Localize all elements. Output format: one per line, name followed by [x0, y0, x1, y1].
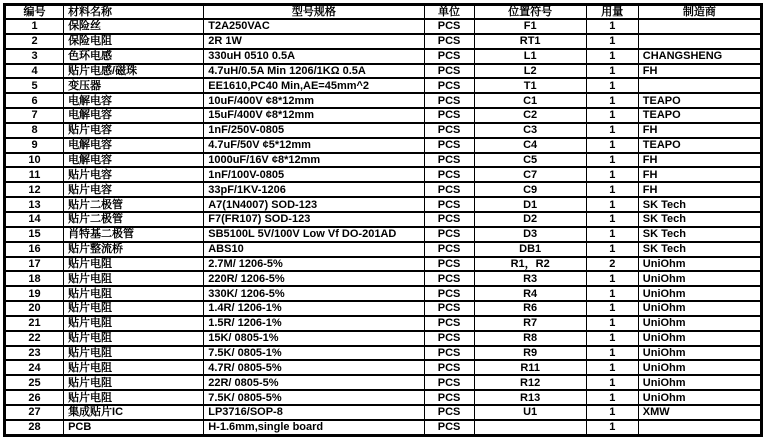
- cell-unit: PCS: [424, 78, 474, 93]
- cell-unit: PCS: [424, 375, 474, 390]
- cell-name: 贴片电阻: [64, 271, 204, 286]
- cell-id: 20: [5, 301, 64, 316]
- cell-unit: PCS: [424, 182, 474, 197]
- cell-mfr: SK Tech: [638, 242, 761, 257]
- cell-name: 变压器: [64, 78, 204, 93]
- table-row: [5, 182, 762, 197]
- cell-id: 14: [5, 212, 64, 227]
- cell-qty: 1: [586, 212, 638, 227]
- cell-mfr: UniOhm: [638, 375, 761, 390]
- cell-id: 6: [5, 93, 64, 108]
- cell-name: 集成贴片IC: [64, 405, 204, 420]
- cell-qty: 1: [586, 182, 638, 197]
- cell-id: 15: [5, 227, 64, 242]
- cell-unit: PCS: [424, 19, 474, 34]
- column-header-name: 材料名称: [64, 5, 204, 20]
- table-row: [5, 271, 762, 286]
- cell-spec: 15uF/400V ¢8*12mm: [204, 108, 424, 123]
- cell-qty: 1: [586, 227, 638, 242]
- cell-name: 贴片电阻: [64, 301, 204, 316]
- cell-spec: 7.5K/ 0805-5%: [204, 390, 424, 405]
- cell-ref: R11: [474, 360, 586, 375]
- cell-mfr: TEAPO: [638, 138, 761, 153]
- cell-unit: PCS: [424, 93, 474, 108]
- cell-id: 18: [5, 271, 64, 286]
- cell-qty: 1: [586, 19, 638, 34]
- cell-mfr: [638, 420, 761, 436]
- cell-qty: 1: [586, 375, 638, 390]
- table-row: [5, 64, 762, 79]
- cell-unit: PCS: [424, 271, 474, 286]
- cell-ref: D3: [474, 227, 586, 242]
- cell-mfr: UniOhm: [638, 286, 761, 301]
- cell-mfr: FH: [638, 153, 761, 168]
- cell-mfr: TEAPO: [638, 108, 761, 123]
- cell-qty: 1: [586, 108, 638, 123]
- cell-qty: 1: [586, 93, 638, 108]
- cell-name: 贴片电容: [64, 167, 204, 182]
- cell-ref: R8: [474, 331, 586, 346]
- bom-table-container: [3, 3, 763, 437]
- cell-spec: EE1610,PC40 Min,AE=45mm^2: [204, 78, 424, 93]
- cell-id: 9: [5, 138, 64, 153]
- cell-ref: R9: [474, 346, 586, 361]
- cell-id: 26: [5, 390, 64, 405]
- cell-name: 贴片电感/磁珠: [64, 64, 204, 79]
- table-row: [5, 375, 762, 390]
- cell-qty: 1: [586, 64, 638, 79]
- cell-qty: 1: [586, 331, 638, 346]
- column-header-spec: 型号规格: [204, 5, 424, 20]
- table-row: [5, 78, 762, 93]
- cell-ref: U1: [474, 405, 586, 420]
- table-row: [5, 49, 762, 64]
- cell-ref: C5: [474, 153, 586, 168]
- cell-spec: T2A250VAC: [204, 19, 424, 34]
- cell-qty: 1: [586, 316, 638, 331]
- cell-ref: DB1: [474, 242, 586, 257]
- cell-unit: PCS: [424, 242, 474, 257]
- cell-unit: PCS: [424, 420, 474, 436]
- cell-name: PCB: [64, 420, 204, 436]
- cell-spec: ABS10: [204, 242, 424, 257]
- cell-name: 电解电容: [64, 93, 204, 108]
- cell-qty: 1: [586, 405, 638, 420]
- cell-unit: PCS: [424, 167, 474, 182]
- cell-mfr: TEAPO: [638, 93, 761, 108]
- cell-qty: 1: [586, 153, 638, 168]
- table-row: [5, 360, 762, 375]
- cell-unit: PCS: [424, 316, 474, 331]
- cell-name: 贴片整流桥: [64, 242, 204, 257]
- cell-ref: C7: [474, 167, 586, 182]
- cell-ref: R12: [474, 375, 586, 390]
- cell-mfr: [638, 78, 761, 93]
- cell-mfr: CHANGSHENG: [638, 49, 761, 64]
- cell-name: 电解电容: [64, 138, 204, 153]
- cell-qty: 1: [586, 242, 638, 257]
- cell-qty: 1: [586, 197, 638, 212]
- cell-id: 10: [5, 153, 64, 168]
- cell-spec: 10uF/400V ¢8*12mm: [204, 93, 424, 108]
- cell-ref: D2: [474, 212, 586, 227]
- cell-mfr: SK Tech: [638, 212, 761, 227]
- cell-ref: R3: [474, 271, 586, 286]
- cell-name: 贴片电阻: [64, 331, 204, 346]
- cell-spec: 4.7R/ 0805-5%: [204, 360, 424, 375]
- table-header: [5, 5, 762, 20]
- table-row: [5, 153, 762, 168]
- cell-ref: RT1: [474, 34, 586, 49]
- table-row: [5, 316, 762, 331]
- cell-id: 4: [5, 64, 64, 79]
- column-header-unit: 单位: [424, 5, 474, 20]
- cell-mfr: [638, 19, 761, 34]
- cell-mfr: UniOhm: [638, 257, 761, 272]
- cell-qty: 1: [586, 167, 638, 182]
- cell-spec: 4.7uH/0.5A Min 1206/1KΩ 0.5A: [204, 64, 424, 79]
- cell-spec: A7(1N4007) SOD-123: [204, 197, 424, 212]
- cell-ref: C1: [474, 93, 586, 108]
- cell-unit: PCS: [424, 123, 474, 138]
- cell-mfr: FH: [638, 64, 761, 79]
- cell-id: 28: [5, 420, 64, 436]
- cell-id: 1: [5, 19, 64, 34]
- cell-mfr: UniOhm: [638, 346, 761, 361]
- cell-mfr: UniOhm: [638, 301, 761, 316]
- table-row: [5, 212, 762, 227]
- cell-spec: 1nF/250V-0805: [204, 123, 424, 138]
- cell-spec: 2R 1W: [204, 34, 424, 49]
- cell-qty: 1: [586, 346, 638, 361]
- cell-ref: [474, 420, 586, 436]
- cell-mfr: XMW: [638, 405, 761, 420]
- table-row: [5, 257, 762, 272]
- cell-id: 27: [5, 405, 64, 420]
- bom-table: [3, 3, 763, 437]
- cell-id: 23: [5, 346, 64, 361]
- cell-name: 贴片二极管: [64, 197, 204, 212]
- cell-name: 保险电阻: [64, 34, 204, 49]
- cell-unit: PCS: [424, 197, 474, 212]
- cell-mfr: UniOhm: [638, 360, 761, 375]
- table-row: [5, 390, 762, 405]
- cell-name: 贴片电阻: [64, 257, 204, 272]
- cell-mfr: SK Tech: [638, 197, 761, 212]
- cell-ref: C9: [474, 182, 586, 197]
- cell-unit: PCS: [424, 138, 474, 153]
- cell-ref: L2: [474, 64, 586, 79]
- cell-name: 肖特基二极管: [64, 227, 204, 242]
- table-row: [5, 93, 762, 108]
- cell-name: 贴片电容: [64, 123, 204, 138]
- cell-qty: 1: [586, 301, 638, 316]
- column-header-mfr: 制造商: [638, 5, 761, 20]
- cell-spec: 330K/ 1206-5%: [204, 286, 424, 301]
- cell-ref: R4: [474, 286, 586, 301]
- table-row: [5, 346, 762, 361]
- cell-unit: PCS: [424, 49, 474, 64]
- cell-spec: 15K/ 0805-1%: [204, 331, 424, 346]
- cell-unit: PCS: [424, 34, 474, 49]
- cell-name: 贴片电容: [64, 182, 204, 197]
- cell-spec: 4.7uF/50V ¢5*12mm: [204, 138, 424, 153]
- cell-spec: F7(FR107) SOD-123: [204, 212, 424, 227]
- cell-mfr: FH: [638, 123, 761, 138]
- cell-id: 13: [5, 197, 64, 212]
- cell-unit: PCS: [424, 108, 474, 123]
- cell-name: 贴片二极管: [64, 212, 204, 227]
- header-row: [5, 5, 762, 20]
- cell-spec: LP3716/SOP-8: [204, 405, 424, 420]
- cell-id: 21: [5, 316, 64, 331]
- cell-qty: 1: [586, 360, 638, 375]
- cell-ref: R1，R2: [474, 257, 586, 272]
- cell-unit: PCS: [424, 331, 474, 346]
- cell-id: 16: [5, 242, 64, 257]
- cell-id: 11: [5, 167, 64, 182]
- table-row: [5, 301, 762, 316]
- cell-id: 7: [5, 108, 64, 123]
- column-header-qty: 用量: [586, 5, 638, 20]
- cell-name: 电解电容: [64, 108, 204, 123]
- cell-spec: H-1.6mm,single board: [204, 420, 424, 436]
- cell-spec: 220R/ 1206-5%: [204, 271, 424, 286]
- cell-qty: 2: [586, 257, 638, 272]
- cell-ref: D1: [474, 197, 586, 212]
- cell-qty: 1: [586, 34, 638, 49]
- cell-name: 色环电感: [64, 49, 204, 64]
- cell-mfr: [638, 34, 761, 49]
- cell-mfr: FH: [638, 182, 761, 197]
- cell-mfr: FH: [638, 167, 761, 182]
- table-row: [5, 123, 762, 138]
- cell-id: 22: [5, 331, 64, 346]
- cell-id: 24: [5, 360, 64, 375]
- cell-ref: T1: [474, 78, 586, 93]
- cell-ref: R13: [474, 390, 586, 405]
- cell-ref: R6: [474, 301, 586, 316]
- cell-id: 2: [5, 34, 64, 49]
- cell-name: 电解电容: [64, 153, 204, 168]
- table-row: [5, 420, 762, 436]
- cell-mfr: UniOhm: [638, 331, 761, 346]
- cell-id: 17: [5, 257, 64, 272]
- cell-spec: 1.5R/ 1206-1%: [204, 316, 424, 331]
- cell-id: 25: [5, 375, 64, 390]
- cell-ref: R7: [474, 316, 586, 331]
- cell-mfr: UniOhm: [638, 271, 761, 286]
- cell-unit: PCS: [424, 227, 474, 242]
- cell-spec: 330uH 0510 0.5A: [204, 49, 424, 64]
- cell-ref: C3: [474, 123, 586, 138]
- cell-spec: 7.5K/ 0805-1%: [204, 346, 424, 361]
- cell-qty: 1: [586, 286, 638, 301]
- cell-unit: PCS: [424, 257, 474, 272]
- table-row: [5, 108, 762, 123]
- cell-name: 贴片电阻: [64, 346, 204, 361]
- column-header-id: 编号: [5, 5, 64, 20]
- table-row: [5, 197, 762, 212]
- column-header-ref: 位置符号: [474, 5, 586, 20]
- cell-name: 贴片电阻: [64, 360, 204, 375]
- cell-ref: L1: [474, 49, 586, 64]
- table-row: [5, 34, 762, 49]
- cell-spec: 22R/ 0805-5%: [204, 375, 424, 390]
- table-row: [5, 242, 762, 257]
- table-row: [5, 286, 762, 301]
- table-row: [5, 19, 762, 34]
- cell-ref: F1: [474, 19, 586, 34]
- cell-unit: PCS: [424, 360, 474, 375]
- cell-spec: 2.7M/ 1206-5%: [204, 257, 424, 272]
- table-row: [5, 167, 762, 182]
- cell-qty: 1: [586, 390, 638, 405]
- cell-name: 贴片电阻: [64, 375, 204, 390]
- cell-ref: C4: [474, 138, 586, 153]
- cell-qty: 1: [586, 78, 638, 93]
- cell-unit: PCS: [424, 286, 474, 301]
- cell-unit: PCS: [424, 301, 474, 316]
- cell-qty: 1: [586, 49, 638, 64]
- cell-spec: 1.4R/ 1206-1%: [204, 301, 424, 316]
- cell-name: 贴片电阻: [64, 286, 204, 301]
- cell-id: 12: [5, 182, 64, 197]
- cell-qty: 1: [586, 138, 638, 153]
- cell-id: 8: [5, 123, 64, 138]
- cell-id: 3: [5, 49, 64, 64]
- table-row: [5, 138, 762, 153]
- table-row: [5, 331, 762, 346]
- cell-ref: C2: [474, 108, 586, 123]
- cell-name: 贴片电阻: [64, 316, 204, 331]
- cell-mfr: SK Tech: [638, 227, 761, 242]
- cell-mfr: UniOhm: [638, 390, 761, 405]
- cell-id: 5: [5, 78, 64, 93]
- cell-spec: SB5100L 5V/100V Low Vf DO-201AD: [204, 227, 424, 242]
- cell-qty: 1: [586, 123, 638, 138]
- table-row: [5, 227, 762, 242]
- cell-name: 贴片电阻: [64, 390, 204, 405]
- cell-name: 保险丝: [64, 19, 204, 34]
- cell-unit: PCS: [424, 405, 474, 420]
- cell-spec: 1nF/100V-0805: [204, 167, 424, 182]
- cell-unit: PCS: [424, 64, 474, 79]
- cell-unit: PCS: [424, 153, 474, 168]
- cell-spec: 1000uF/16V ¢8*12mm: [204, 153, 424, 168]
- cell-id: 19: [5, 286, 64, 301]
- cell-qty: 1: [586, 420, 638, 436]
- cell-unit: PCS: [424, 212, 474, 227]
- cell-unit: PCS: [424, 346, 474, 361]
- table-row: [5, 405, 762, 420]
- cell-unit: PCS: [424, 390, 474, 405]
- cell-spec: 33pF/1KV-1206: [204, 182, 424, 197]
- cell-mfr: UniOhm: [638, 316, 761, 331]
- table-body: [5, 19, 762, 436]
- cell-qty: 1: [586, 271, 638, 286]
